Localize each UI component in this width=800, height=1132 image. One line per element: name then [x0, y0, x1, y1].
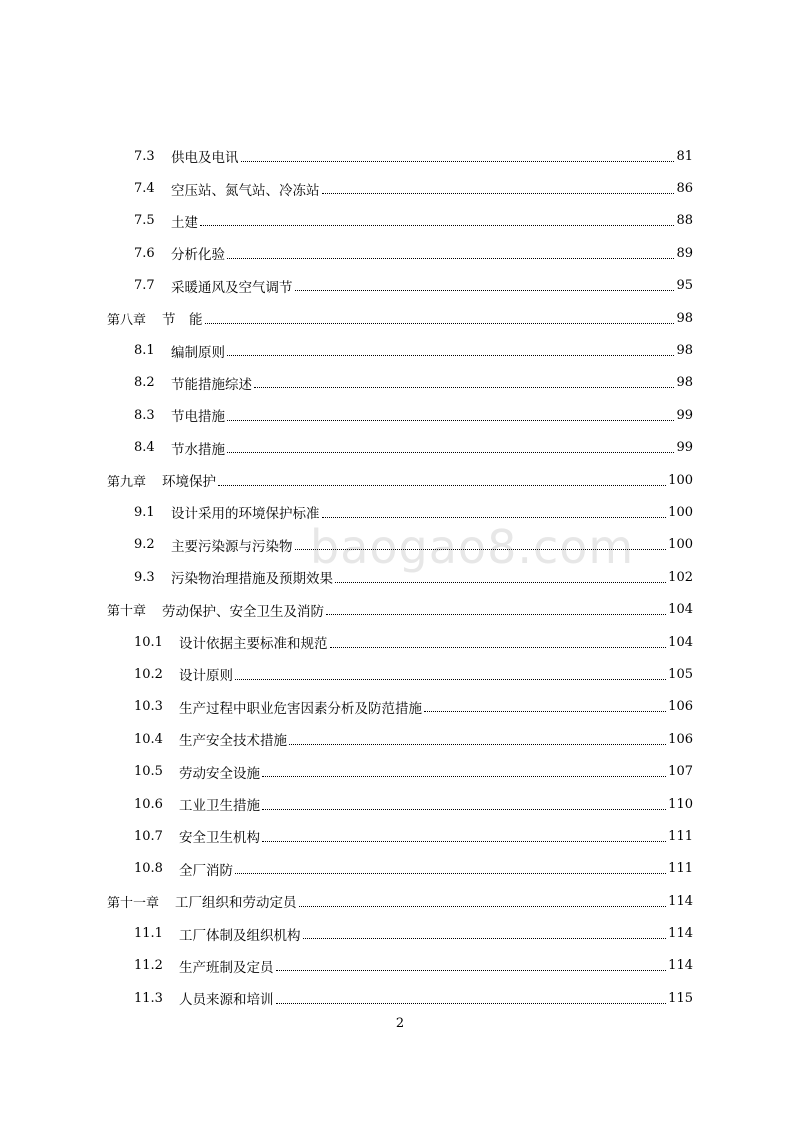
toc-entry-number: 10.1 — [134, 634, 163, 650]
toc-entry-page: 99 — [676, 407, 693, 423]
toc-section-entry[interactable] — [0, 334, 800, 366]
dot-leader — [322, 517, 667, 518]
toc-entry-page: 98 — [676, 310, 693, 326]
dot-leader — [295, 290, 675, 291]
dot-leader — [218, 485, 666, 486]
toc-entry-number: 10.4 — [134, 731, 163, 747]
dot-leader — [303, 938, 667, 939]
dot-leader — [227, 452, 674, 453]
toc-entry-number: 第九章 — [107, 474, 147, 490]
toc-chapter-entry[interactable] — [0, 885, 800, 917]
toc-section-entry[interactable] — [0, 820, 800, 852]
toc-entry-title: 劳动保护、安全卫生及消防 — [162, 603, 325, 620]
toc-chapter-entry[interactable] — [0, 464, 800, 496]
toc-entry-page: 95 — [676, 278, 693, 294]
toc-entry-title: 节电措施 — [171, 409, 225, 426]
toc-entry-number: 10.8 — [134, 861, 163, 877]
dot-leader — [227, 258, 674, 259]
toc-entry-title: 设计原则 — [179, 668, 233, 685]
toc-entry-number: 第十章 — [107, 604, 147, 620]
toc-section-entry[interactable] — [0, 399, 800, 431]
toc-section-entry[interactable] — [0, 982, 800, 1014]
toc-entry-title: 节 能 — [162, 312, 203, 329]
toc-entry-page: 106 — [668, 731, 693, 747]
toc-entry-number: 10.5 — [134, 764, 163, 780]
toc-section-entry[interactable] — [0, 853, 800, 885]
toc-entry-number: 8.3 — [134, 407, 155, 423]
toc-entry-number: 8.2 — [134, 375, 155, 391]
dot-leader — [262, 776, 666, 777]
toc-entry-number: 8.4 — [134, 440, 155, 456]
toc-entry-title: 空压站、氮气站、冷冻站 — [171, 182, 320, 199]
toc-entry-page: 105 — [668, 666, 693, 682]
dot-leader — [205, 323, 675, 324]
toc-entry-page: 98 — [676, 343, 693, 359]
toc-entry-title: 节水措施 — [171, 441, 225, 458]
toc-entry-title: 工业卫生措施 — [179, 798, 260, 814]
toc-entry-title: 人员来源和培训 — [179, 992, 274, 1009]
toc-entry-title: 安全卫生机构 — [179, 830, 260, 847]
dot-leader — [289, 744, 666, 745]
toc-entry-number: 9.2 — [134, 537, 155, 553]
toc-entry-page: 114 — [668, 958, 693, 974]
toc-entry-page: 114 — [668, 893, 693, 909]
toc-section-entry[interactable] — [0, 755, 800, 787]
toc-entry-number: 9.3 — [134, 569, 155, 585]
dot-leader — [276, 970, 667, 971]
toc-entry-number: 第十一章 — [107, 895, 160, 911]
toc-entry-page: 104 — [668, 634, 693, 650]
toc-entry-page: 111 — [668, 861, 693, 877]
toc-section-entry[interactable] — [0, 237, 800, 269]
toc-entry-page: 98 — [676, 375, 693, 391]
toc-section-entry[interactable] — [0, 723, 800, 755]
toc-entry-page: 102 — [668, 569, 693, 585]
toc-entry-title: 节能措施综述 — [171, 376, 252, 393]
toc-entry-title: 生产安全技术措施 — [179, 733, 287, 750]
toc-entry-title: 环境保护 — [162, 474, 217, 491]
toc-entry-page: 81 — [676, 148, 693, 164]
toc-section-entry[interactable] — [0, 626, 800, 658]
dot-leader — [227, 420, 674, 421]
dot-leader — [241, 161, 675, 162]
toc-entry-number: 11.1 — [134, 926, 163, 942]
toc-entry-number: 7.7 — [134, 278, 155, 294]
toc-entry-page: 89 — [676, 245, 693, 261]
toc-entry-title: 生产过程中职业危害因素分析及防范措施 — [179, 700, 422, 717]
dot-leader — [262, 809, 666, 810]
toc-entry-page: 100 — [668, 537, 693, 553]
toc-section-entry[interactable] — [0, 367, 800, 399]
toc-chapter-entry[interactable] — [0, 593, 800, 625]
dot-leader — [200, 225, 674, 226]
toc-section-entry[interactable] — [0, 270, 800, 302]
toc-entry-page: 110 — [668, 796, 693, 812]
toc-section-entry[interactable] — [0, 205, 800, 237]
toc-entry-page: 100 — [668, 504, 693, 520]
toc-entry-title: 污染物治理措施及预期效果 — [171, 571, 333, 588]
toc-entry-page: 107 — [668, 764, 693, 780]
table-of-contents — [0, 140, 800, 1015]
dot-leader — [276, 1003, 667, 1004]
toc-entry-number: 10.3 — [134, 699, 163, 715]
dot-leader — [235, 679, 666, 680]
toc-entry-number: 8.1 — [134, 343, 155, 359]
toc-entry-page: 100 — [668, 472, 693, 488]
dot-leader — [254, 387, 674, 388]
toc-entry-title: 编制原则 — [171, 344, 225, 361]
toc-entry-title: 全厂消防 — [179, 862, 233, 879]
toc-section-entry[interactable] — [0, 917, 800, 949]
toc-section-entry[interactable] — [0, 140, 800, 172]
toc-entry-number: 11.3 — [134, 990, 163, 1006]
toc-entry-number: 7.6 — [134, 245, 155, 261]
toc-section-entry[interactable] — [0, 658, 800, 690]
toc-entry-number: 7.4 — [134, 181, 155, 197]
dot-leader — [326, 614, 666, 615]
toc-entry-page: 99 — [676, 440, 693, 456]
toc-entry-title: 设计依据主要标准和规范 — [179, 636, 328, 653]
dot-leader — [424, 711, 666, 712]
toc-entry-number: 7.3 — [134, 148, 155, 164]
toc-entry-title: 生产班制及定员 — [179, 959, 274, 976]
dot-leader — [335, 582, 666, 583]
dot-leader — [262, 841, 666, 842]
toc-entry-page: 106 — [668, 699, 693, 715]
toc-section-entry[interactable] — [0, 691, 800, 723]
toc-entry-number: 9.1 — [134, 504, 155, 520]
toc-entry-title: 设计采用的环境保护标准 — [171, 506, 320, 523]
toc-entry-title: 土建 — [171, 214, 198, 231]
dot-leader — [299, 906, 667, 907]
toc-entry-number: 10.7 — [134, 828, 163, 844]
toc-chapter-entry[interactable] — [0, 302, 800, 334]
toc-entry-page: 88 — [676, 213, 693, 229]
watermark: baogao8.com — [310, 520, 635, 574]
dot-leader — [330, 647, 667, 648]
toc-entry-page: 86 — [676, 181, 693, 197]
toc-entry-title: 采暖通风及空气调节 — [171, 279, 293, 296]
toc-section-entry[interactable] — [0, 432, 800, 464]
toc-entry-number: 11.2 — [134, 958, 163, 974]
toc-entry-number: 第八章 — [107, 312, 147, 328]
toc-section-entry[interactable] — [0, 788, 800, 820]
toc-entry-title: 工厂体制及组织机构 — [179, 927, 301, 944]
toc-entry-title: 工厂组织和劳动定员 — [175, 895, 297, 912]
toc-entry-number: 10.2 — [134, 666, 163, 682]
toc-entry-title: 供电及电讯 — [171, 150, 239, 167]
dot-leader — [227, 355, 674, 356]
toc-entry-page: 115 — [668, 990, 693, 1006]
toc-entry-page: 104 — [668, 602, 693, 618]
dot-leader — [235, 873, 666, 874]
toc-entry-page: 114 — [668, 926, 693, 942]
toc-entry-number: 10.6 — [134, 796, 163, 812]
toc-section-entry[interactable] — [0, 172, 800, 204]
page-number: 2 — [395, 1016, 405, 1031]
toc-entry-title: 劳动安全设施 — [179, 765, 260, 782]
toc-entry-title: 主要污染源与污染物 — [171, 538, 293, 555]
toc-entry-number: 7.5 — [134, 213, 155, 229]
toc-section-entry[interactable] — [0, 950, 800, 982]
dot-leader — [322, 193, 675, 194]
toc-entry-title: 分析化验 — [171, 247, 225, 264]
toc-entry-page: 111 — [668, 828, 693, 844]
